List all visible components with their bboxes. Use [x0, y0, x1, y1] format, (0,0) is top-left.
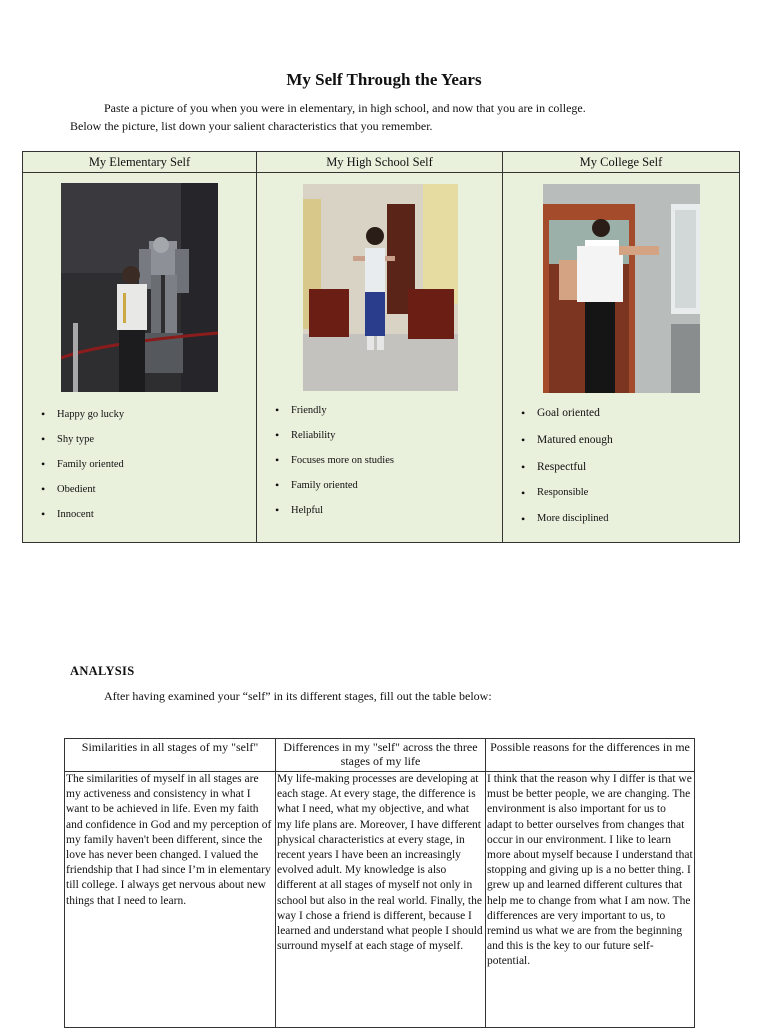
list-item: • Responsible [521, 480, 739, 506]
elementary-photo [61, 183, 218, 392]
high-school-self-cell [257, 173, 503, 543]
list-item: • Helpful [275, 498, 502, 523]
list-item: • Reliability [275, 423, 502, 448]
list-item: • Family oriented [275, 473, 502, 498]
list-item: • Shy type [41, 427, 256, 452]
header-elementary-self: My Elementary Self [23, 152, 257, 173]
elementary-self-cell [23, 173, 257, 543]
selves-table [22, 151, 740, 543]
list-item: • Respectful [521, 454, 739, 480]
list-item: • Innocent [41, 502, 256, 527]
header-similarities: Similarities in all stages of my "self" [65, 739, 276, 772]
list-item: • Family oriented [41, 452, 256, 477]
analysis-table [64, 738, 695, 1028]
similarities-cell: The similarities of myself in all stages are my activeness and consistency in what I want to be achieved in life. Even my faith and confidence in God and my perception of my family haven't been different, since the love has never been changed. I valued the friendship that I had since I’m in elementary till college. I always get nervous about new things that I need to learn. [65, 772, 276, 1028]
elementary-traits-list [23, 402, 256, 527]
page-title: My Self Through the Years [286, 70, 482, 89]
high-school-traits-list [257, 398, 502, 523]
list-item: • More disciplined [521, 506, 739, 532]
list-item: • Goal oriented [521, 400, 739, 427]
list-item: • Obedient [41, 477, 256, 502]
differences-cell: My life-making processes are developing at each stage. At every stage, the difference is what I need, what my objective, and what my life plans are. Moreover, I have different physical characteristics at every stage, in recent years I have been an increasingly evolved adult. My knowledge is also different at all stages of myself not only in school but also in the real world. Finally, the way I chose a friend is different, because I learned and understand what people I should surround myself at each stage of myself. [276, 772, 486, 1028]
instruction-line-2: Below the picture, list down your salient characteristics that you remember. [70, 119, 433, 133]
analysis-instruction: After having examined your “self” in its different stages, fill out the table below: [104, 689, 492, 703]
analysis-heading: ANALYSIS [70, 664, 135, 678]
instruction-line-1: Paste a picture of you when you were in elementary, in high school, and now that you are in college. [104, 101, 586, 115]
list-item: • Focuses more on studies [275, 448, 502, 473]
list-item: • Matured enough [521, 427, 739, 454]
college-traits-list [503, 400, 739, 532]
list-item: • Happy go lucky [41, 402, 256, 427]
reasons-cell: I think that the reason why I differ is that we must be better people, we are changing. The environment is also important for us to adapt to better ourselves from changes that occur in our environment. I like to learn more about myself because I understand that stopping and giving up is a no better thing. I grew up and learned different cultures that help me to change from what I am now. The differences are very important to us, to remind us what we are from the beginning and this is the key to our future self-potential. [486, 772, 695, 1028]
list-item: • Friendly [275, 398, 502, 423]
header-reasons: Possible reasons for the differences in me [486, 739, 695, 772]
college-photo [543, 184, 700, 393]
header-high-school-self: My High School Self [257, 152, 503, 173]
header-college-self: My College Self [503, 152, 740, 173]
header-differences: Differences in my "self" across the three stages of my life [276, 739, 486, 772]
high-school-photo [303, 184, 458, 391]
college-self-cell [503, 173, 740, 543]
